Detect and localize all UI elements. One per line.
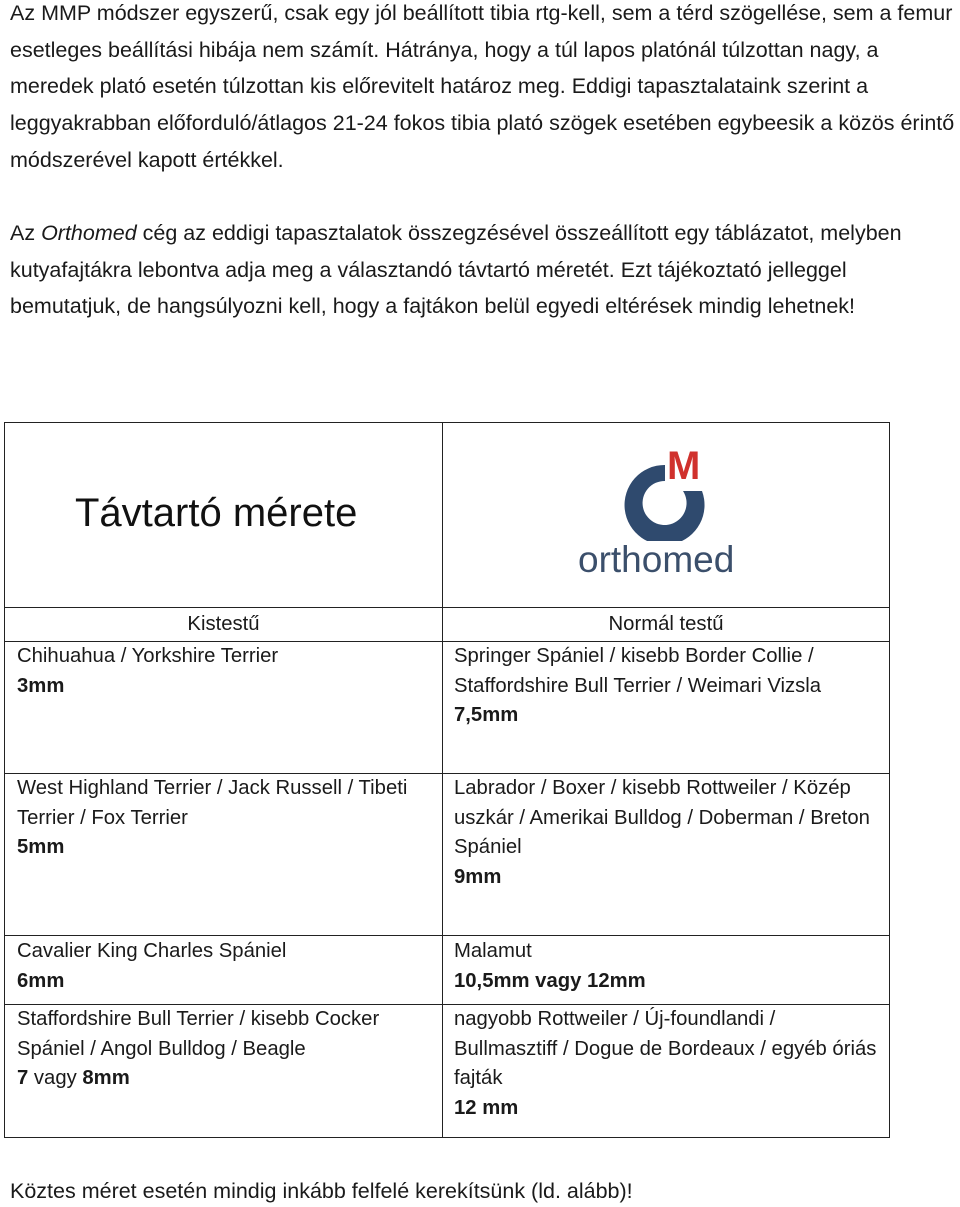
table-cell-normal-4: [454, 1005, 884, 1123]
spacer-size-table: [4, 422, 890, 1138]
spacer-size-a: 7: [17, 1067, 29, 1090]
breed-list: nagyobb Rottweiler / Új-foundlandi / Bullmasztiff / Dogue de Bordeaux / egyéb óriás fajták: [454, 1008, 877, 1090]
spacer-size: 9mm: [454, 865, 502, 888]
breed-list: Springer Spániel / kisebb Border Collie / Staffordshire Bull Terrier / Weimari Vizsla: [454, 645, 822, 697]
header-normal-breeds: Normál testű: [608, 613, 724, 635]
breed-list: West Highland Terrier / Jack Russell / Tibeti Terrier / Fox Terrier: [17, 777, 408, 829]
spacer-size: [17, 1064, 437, 1094]
table-cell-small-2: [17, 774, 437, 863]
table-title: Távtartó mérete: [75, 491, 358, 535]
breed-list: Labrador / Boxer / kisebb Rottweiler / Közép uszkár / Amerikai Bulldog / Doberman / Breton Spániel: [454, 777, 870, 859]
breed-list: Malamut: [454, 940, 532, 962]
breed-list: Chihuahua / Yorkshire Terrier: [17, 645, 279, 667]
table-cell-small-1: [17, 642, 437, 701]
table-cell-small-4: [17, 1005, 437, 1094]
intro-paragraph-1: Az MMP módszer egyszerű, csak egy jól beállított tibia rtg-kell, sem a térd szögellése, sem a femur esetleges beállítási hibája nem számít. Hátránya, hogy a túl lapos platónál túlzottan nagy, a meredek plató esetén túlzottan kis előrevitelt határoz meg. Eddigi tapasztalataink szerint a leggyakrabban előforduló/átlagos 21-24 fokos tibia plató szögek esetében egybeesik a közös érintő módszerével kapott értékkel.: [10, 1, 955, 172]
logo-letter: M: [667, 444, 701, 488]
orthomed-logo-mark: [575, 441, 755, 541]
spacer-size: 10,5mm vagy 12mm: [454, 969, 646, 992]
breed-list: Staffordshire Bull Terrier / kisebb Cocker Spániel / Angol Bulldog / Beagle: [17, 1008, 380, 1060]
spacer-size: 7,5mm: [454, 704, 519, 727]
spacer-size-b: 8mm: [82, 1067, 130, 1090]
spacer-size: 3mm: [17, 674, 65, 697]
spacer-size: 12 mm: [454, 1096, 519, 1119]
spacer-size: 5mm: [17, 836, 65, 859]
intro-paragraph-2: [10, 215, 955, 325]
intro-p2-lead: Az: [10, 221, 42, 245]
spacer-size: 6mm: [17, 969, 65, 992]
intro-p2-rest: cég az eddigi tapasztalatok összegzésével összeállított egy táblázatot, melyben kutyafajtákra lebontva adja meg a választandó távtartó méretét. Ezt tájékoztató jelleggel bemutatjuk, de hangsúlyozni kell, hogy a fajtákon belül egyedi eltérések mindig lehetnek!: [10, 221, 902, 319]
logo-wordmark: orthomed: [578, 539, 735, 580]
column-divider: [442, 423, 443, 1137]
table-cell-normal-2: [454, 774, 884, 892]
row-divider: [5, 935, 889, 936]
table-cell-normal-3: [454, 937, 884, 996]
spacer-size-or: vagy: [28, 1067, 83, 1090]
company-name: Orthomed: [41, 221, 137, 245]
breed-list: Cavalier King Charles Spániel: [17, 940, 287, 962]
table-cell-small-3: [17, 937, 437, 996]
row-divider: [5, 607, 889, 608]
header-small-breeds: Kistestű: [187, 613, 260, 635]
table-cell-normal-1: [454, 642, 884, 731]
footer-note: Köztes méret esetén mindig inkább felfelé kerekítsünk (ld. alább)!: [10, 1179, 633, 1203]
orthomed-logo: [575, 441, 755, 580]
